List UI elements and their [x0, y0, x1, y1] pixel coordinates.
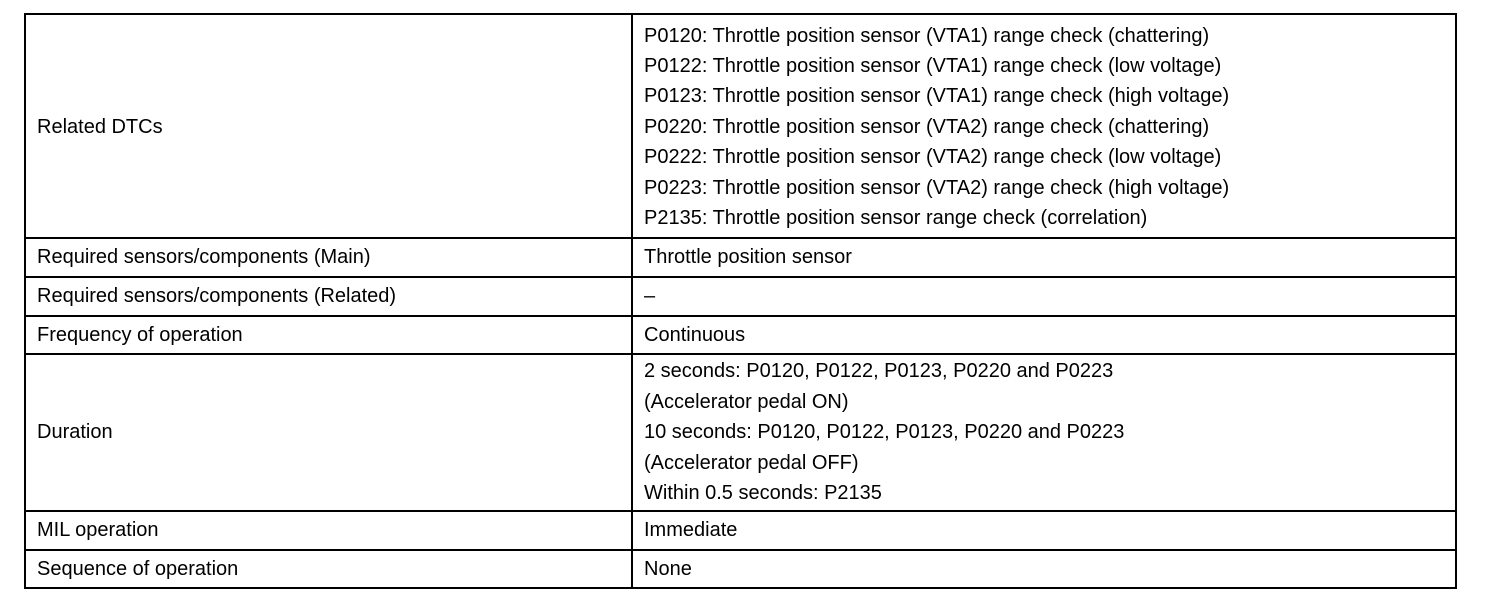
- specification-table: [24, 13, 1457, 589]
- row-label: Required sensors/components (Related): [25, 277, 632, 316]
- row-label: Frequency of operation: [25, 316, 632, 354]
- table-row-duration: [25, 354, 1456, 511]
- table-row-related-dtcs: [25, 14, 1456, 238]
- row-label: Related DTCs: [25, 14, 632, 238]
- row-label: MIL operation: [25, 511, 632, 550]
- table-row-mil-operation: [25, 511, 1456, 550]
- row-label: Required sensors/components (Main): [25, 238, 632, 277]
- duration-entry: 10 seconds: P0120, P0122, P0123, P0220 and P0223: [644, 421, 1125, 444]
- row-value: [632, 14, 1456, 238]
- row-value: [632, 354, 1456, 511]
- table-row-required-related: [25, 277, 1456, 316]
- dtc-entry: P0220: Throttle position sensor (VTA2) range check (chattering): [644, 115, 1210, 138]
- table-row-frequency: [25, 316, 1456, 354]
- dtc-entry: P0123: Throttle position sensor (VTA1) range check (high voltage): [644, 85, 1230, 108]
- dtc-entry: P0122: Throttle position sensor (VTA1) range check (low voltage): [644, 54, 1222, 77]
- dtc-entry: P2135: Throttle position sensor range check (correlation): [644, 207, 1148, 230]
- duration-entry: (Accelerator pedal OFF): [644, 451, 859, 474]
- dtc-entry: P0223: Throttle position sensor (VTA2) range check (high voltage): [644, 176, 1230, 199]
- row-value: Throttle position sensor: [632, 238, 1456, 277]
- row-label: Duration: [25, 354, 632, 511]
- row-value: None: [632, 550, 1456, 588]
- duration-entry: Within 0.5 seconds: P2135: [644, 482, 882, 505]
- duration-entry: 2 seconds: P0120, P0122, P0123, P0220 and P0223: [644, 360, 1114, 383]
- dtc-entry: P0120: Throttle position sensor (VTA1) range check (chattering): [644, 24, 1210, 47]
- table-row-required-main: [25, 238, 1456, 277]
- row-value: Immediate: [632, 511, 1456, 550]
- row-label: Sequence of operation: [25, 550, 632, 588]
- dtc-entry: P0222: Throttle position sensor (VTA2) range check (low voltage): [644, 146, 1222, 169]
- duration-entry: (Accelerator pedal ON): [644, 390, 849, 413]
- row-value: –: [632, 277, 1456, 316]
- table-row-sequence: [25, 550, 1456, 588]
- row-value: Continuous: [632, 316, 1456, 354]
